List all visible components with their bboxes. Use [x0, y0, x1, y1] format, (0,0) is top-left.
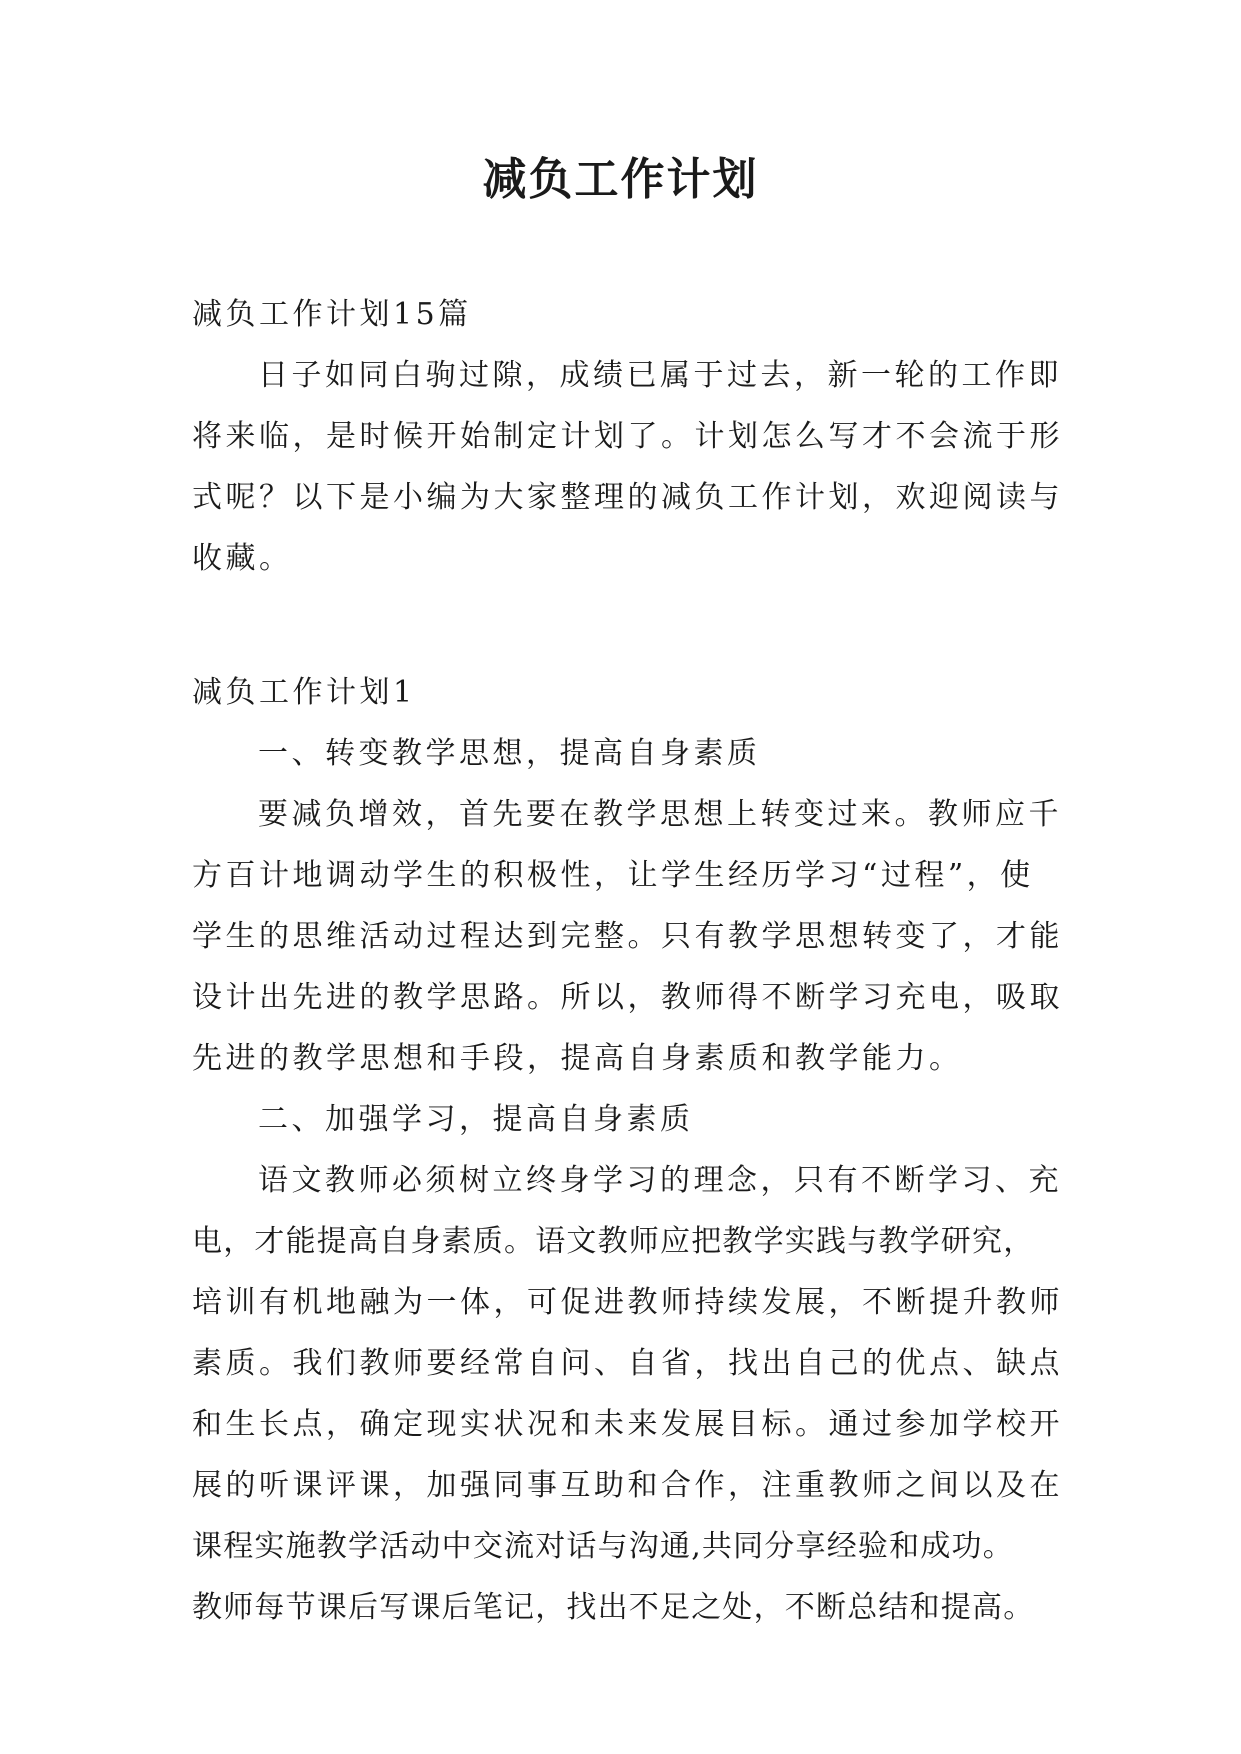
- paragraph-line: 日子如同白驹过隙，成绩已属于过去，新一轮的工作即: [258, 358, 1062, 393]
- paragraph-line: 课程实施教学活动中交流对话与沟通,共同分享经验和成功。: [192, 1529, 1014, 1564]
- document-subtitle: 减负工作计划15篇: [192, 297, 472, 332]
- paragraph-line: 先进的教学思想和手段，提高自身素质和教学能力。: [192, 1041, 963, 1076]
- intro-paragraph: [192, 351, 1063, 584]
- part1-heading: 一、转变教学思想，提高自身素质: [258, 736, 761, 771]
- section-heading: 减负工作计划1: [192, 675, 416, 710]
- paragraph-line: 式呢？以下是小编为大家整理的减负工作计划，欢迎阅读与: [192, 480, 1063, 515]
- paragraph-line: 和生长点，确定现实状况和未来发展目标。通过参加学校开: [192, 1407, 1063, 1442]
- paragraph-line: 教师每节课后写课后笔记，找出不足之处，不断总结和提高。: [192, 1590, 1035, 1625]
- paragraph-line: 电，才能提高自身素质。语文教师应把教学实践与教学研究，: [192, 1224, 1035, 1259]
- paragraph-line: 将来临，是时候开始制定计划了。计划怎么写才不会流于形: [192, 419, 1063, 454]
- paragraph-line: 语文教师必须树立终身学习的理念，只有不断学习、充: [258, 1163, 1062, 1198]
- paragraph-line: 展的听课评课，加强同事互助和合作，注重教师之间以及在: [192, 1468, 1063, 1503]
- paragraph-line: 学生的思维活动过程达到完整。只有教学思想转变了，才能: [192, 919, 1063, 954]
- document-body: [192, 290, 1063, 1644]
- part2-paragraph: [192, 1156, 1063, 1633]
- paragraph-line: 收藏。: [192, 541, 293, 576]
- paragraph-line: 方百计地调动学生的积极性，让学生经历学习“过程”，使: [192, 858, 1034, 893]
- part1-paragraph: [192, 790, 1063, 1084]
- paragraph-line: 设计出先进的教学思路。所以，教师得不断学习充电，吸取: [192, 980, 1063, 1015]
- paragraph-line: 培训有机地融为一体，可促进教师持续发展，不断提升教师: [192, 1285, 1063, 1320]
- section-spacer: [192, 595, 1052, 668]
- document-title: 减负工作计划: [482, 154, 759, 205]
- paragraph-line: 要减负增效，首先要在教学思想上转变过来。教师应千: [258, 797, 1062, 832]
- paragraph-line: 素质。我们教师要经常自问、自省，找出自己的优点、缺点: [192, 1346, 1063, 1381]
- part2-heading: 二、加强学习，提高自身素质: [258, 1102, 694, 1137]
